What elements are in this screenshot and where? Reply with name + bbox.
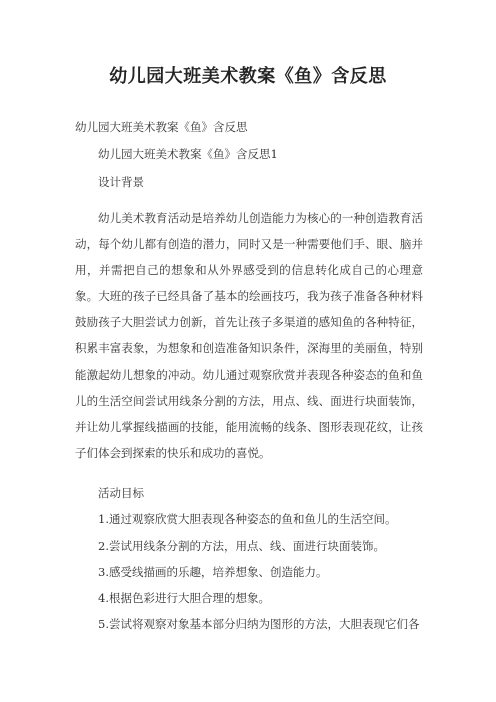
goal-item: 4.根据色彩进行大胆合理的想象。 — [98, 591, 270, 605]
goal-item: 3.感受线描画的乐趣，培养想象、创造能力。 — [98, 565, 328, 579]
background-heading: 设计背景 — [98, 175, 144, 189]
section-title: 幼儿园大班美术教案《鱼》含反思1 — [98, 147, 278, 161]
document-subtitle: 幼儿园大班美术教案《鱼》含反思 — [75, 120, 248, 134]
goals-heading: 活动目标 — [98, 486, 144, 500]
goal-item: 2.尝试用线条分割的方法，用点、线、面进行块面装饰。 — [98, 539, 385, 553]
goal-item: 1.通过观察欣赏大胆表现各种姿态的鱼和鱼儿的生活空间。 — [98, 512, 397, 526]
goal-item: 5.尝试将观察对象基本部分归纳为图形的方法，大胆表现它们各 — [98, 617, 420, 631]
document-title: 幼儿园大班美术教案《鱼》含反思 — [109, 66, 387, 87]
background-paragraph: 幼儿美术教育活动是培养幼儿创造能力为核心的一种创造教育活动，每个幼儿都有创造的潜力，同时又是一种需要他们手、眼、脑并用，并需把自己的想象和从外界感受到的信息转化成自己的心理意象。大班的孩子已经具备了基本的绘画技巧，我为孩子准备各种材料鼓励孩子大胆尝试力创新，首先让孩子多渠道的感知鱼的各种特征，积累丰富表象，为想象和创造准备知识条件，深海里的美丽鱼，特别能激起幼儿想象的冲动。幼儿通过观察欣赏并表现各种姿态的鱼和鱼儿的生活空间尝试用线条分割的方法，用点、线、面进行块面装饰，并让幼儿掌握线描画的技能，能用流畅的线条、图形表现花纹，让孩子们体会到探索的快乐和成功的喜悦。 — [75, 211, 423, 460]
